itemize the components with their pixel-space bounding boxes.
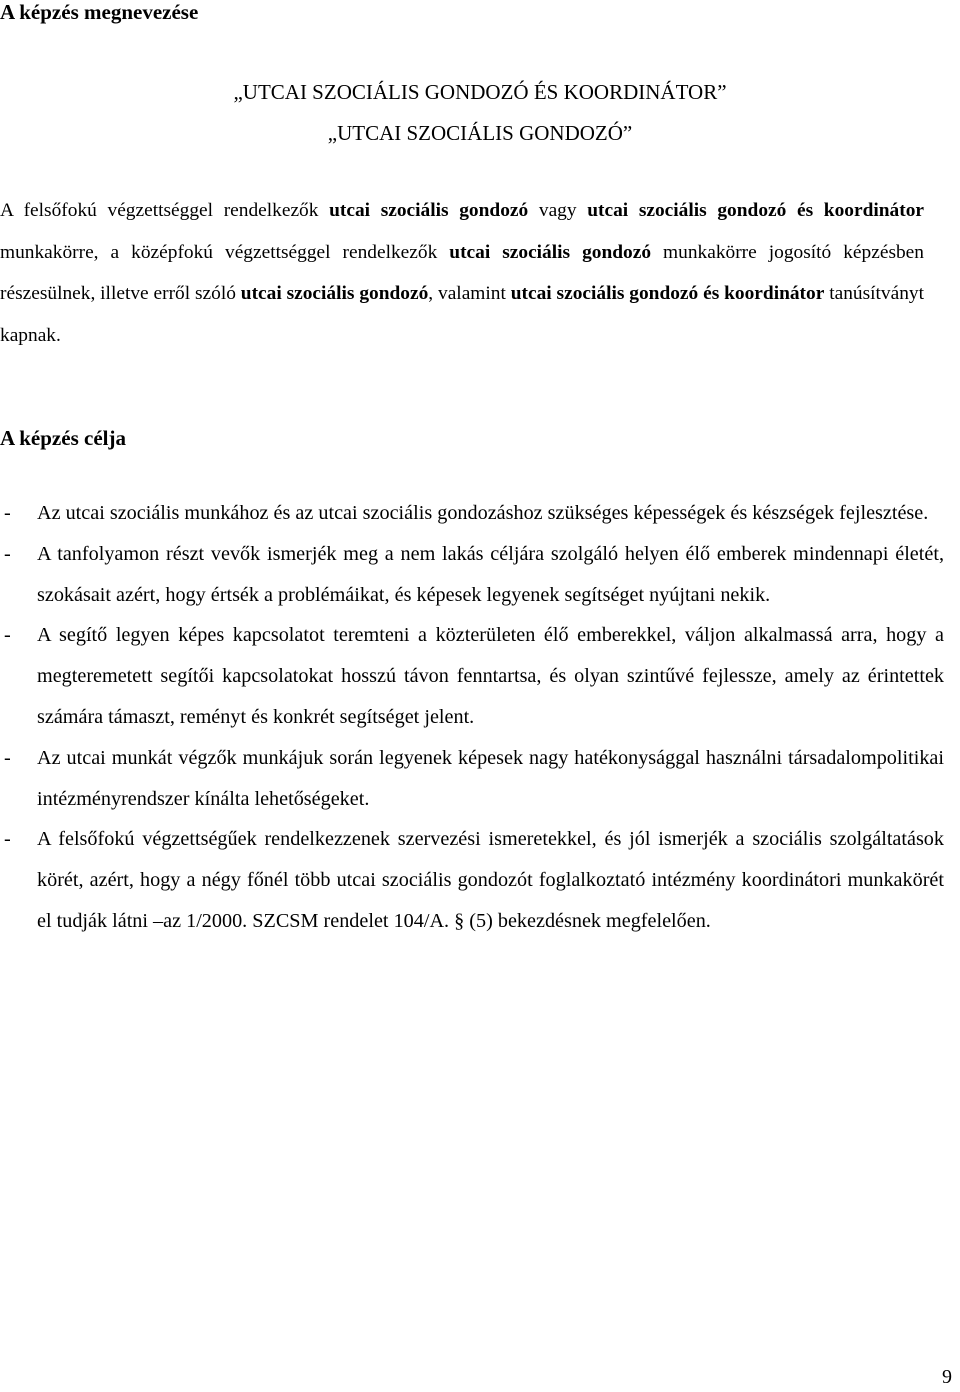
goal-item xyxy=(0,534,944,616)
section-heading-kepzes-celja: A képzés célja xyxy=(0,426,126,450)
intro-text: munkakörre, a középfokú végzettséggel rendelkezők xyxy=(0,241,450,263)
section-heading-kepzes-megnevezese: A képzés megnevezése xyxy=(0,0,199,24)
goal-item xyxy=(0,738,944,820)
goal-text: A felsőfokú végzettségűek rendelkezzenek szervezési ismeretekkel, és jól ismerjék a szociális szolgáltatások körét, azért, hogy a négy főnél több utcai szociális gondozót foglalkoztató intézmény koordinátori munkakörét el tudják látni –az 1/2000. SZCSM rendelet 104/A. § (5) bekezdésnek megfelelően. xyxy=(37,828,944,932)
intro-text: vagy xyxy=(528,200,588,221)
intro-bold-term: utcai szociális gondozó xyxy=(449,241,652,263)
list-dash: - xyxy=(4,502,11,524)
intro-text: , valamint xyxy=(428,283,511,304)
intro-text: A felsőfokú végzettséggel rendelkezők xyxy=(0,200,330,221)
goal-item xyxy=(0,493,944,534)
intro-bold-term: utcai szociális gondozó és koordinátor xyxy=(587,200,924,221)
list-dash: - xyxy=(4,828,11,851)
course-title-2: „UTCAI SZOCIÁLIS GONDOZÓ” xyxy=(327,121,633,145)
intro-bold-term: utcai szociális gondozó és koordinátor xyxy=(510,283,825,304)
intro-bold-term: utcai szociális gondozó xyxy=(329,200,529,221)
goal-item xyxy=(0,615,944,737)
course-titles xyxy=(0,72,960,154)
goal-text: A segítő legyen képes kapcsolatot teremteni a közterületen élő emberekkel, váljon alkalmassá arra, hogy a megteremetett segítői kapcsolatokat hosszú távon fenntartsa, és olyan szintűvé fejlessze, amely az érintettek számára támaszt, reményt és konkrét segítséget jelent. xyxy=(37,624,944,728)
goals-list xyxy=(0,493,944,942)
intro-text: munkakörre jogosító képzésben részesülnek, illetve erről szóló xyxy=(0,241,924,304)
goal-text: A tanfolyamon részt vevők ismerjék meg a nem lakás céljára szolgáló helyen élő emberek mindennapi életét, szokásait azért, hogy értsék a problémáikat, és képesek legyenek segítséget nyújtani nekik. xyxy=(37,542,944,606)
list-dash: - xyxy=(4,542,11,565)
list-dash: - xyxy=(4,746,11,769)
list-dash: - xyxy=(4,624,11,647)
goal-item xyxy=(0,819,944,941)
intro-paragraph xyxy=(0,190,924,356)
course-title-1: „UTCAI SZOCIÁLIS GONDOZÓ ÉS KOORDINÁTOR” xyxy=(233,80,727,104)
goal-text: Az utcai szociális munkához és az utcai szociális gondozáshoz szükséges képességek és készségek fejlesztése. xyxy=(37,502,929,524)
intro-text: tanúsítványt kapnak. xyxy=(0,283,924,346)
goal-text: Az utcai munkát végzők munkájuk során legyenek képesek nagy hatékonysággal használni társadalompolitikai intézményrendszer kínálta lehetőségeket. xyxy=(37,746,944,810)
intro-bold-term: utcai szociális gondozó xyxy=(240,283,429,304)
page-number: 9 xyxy=(942,1366,952,1388)
